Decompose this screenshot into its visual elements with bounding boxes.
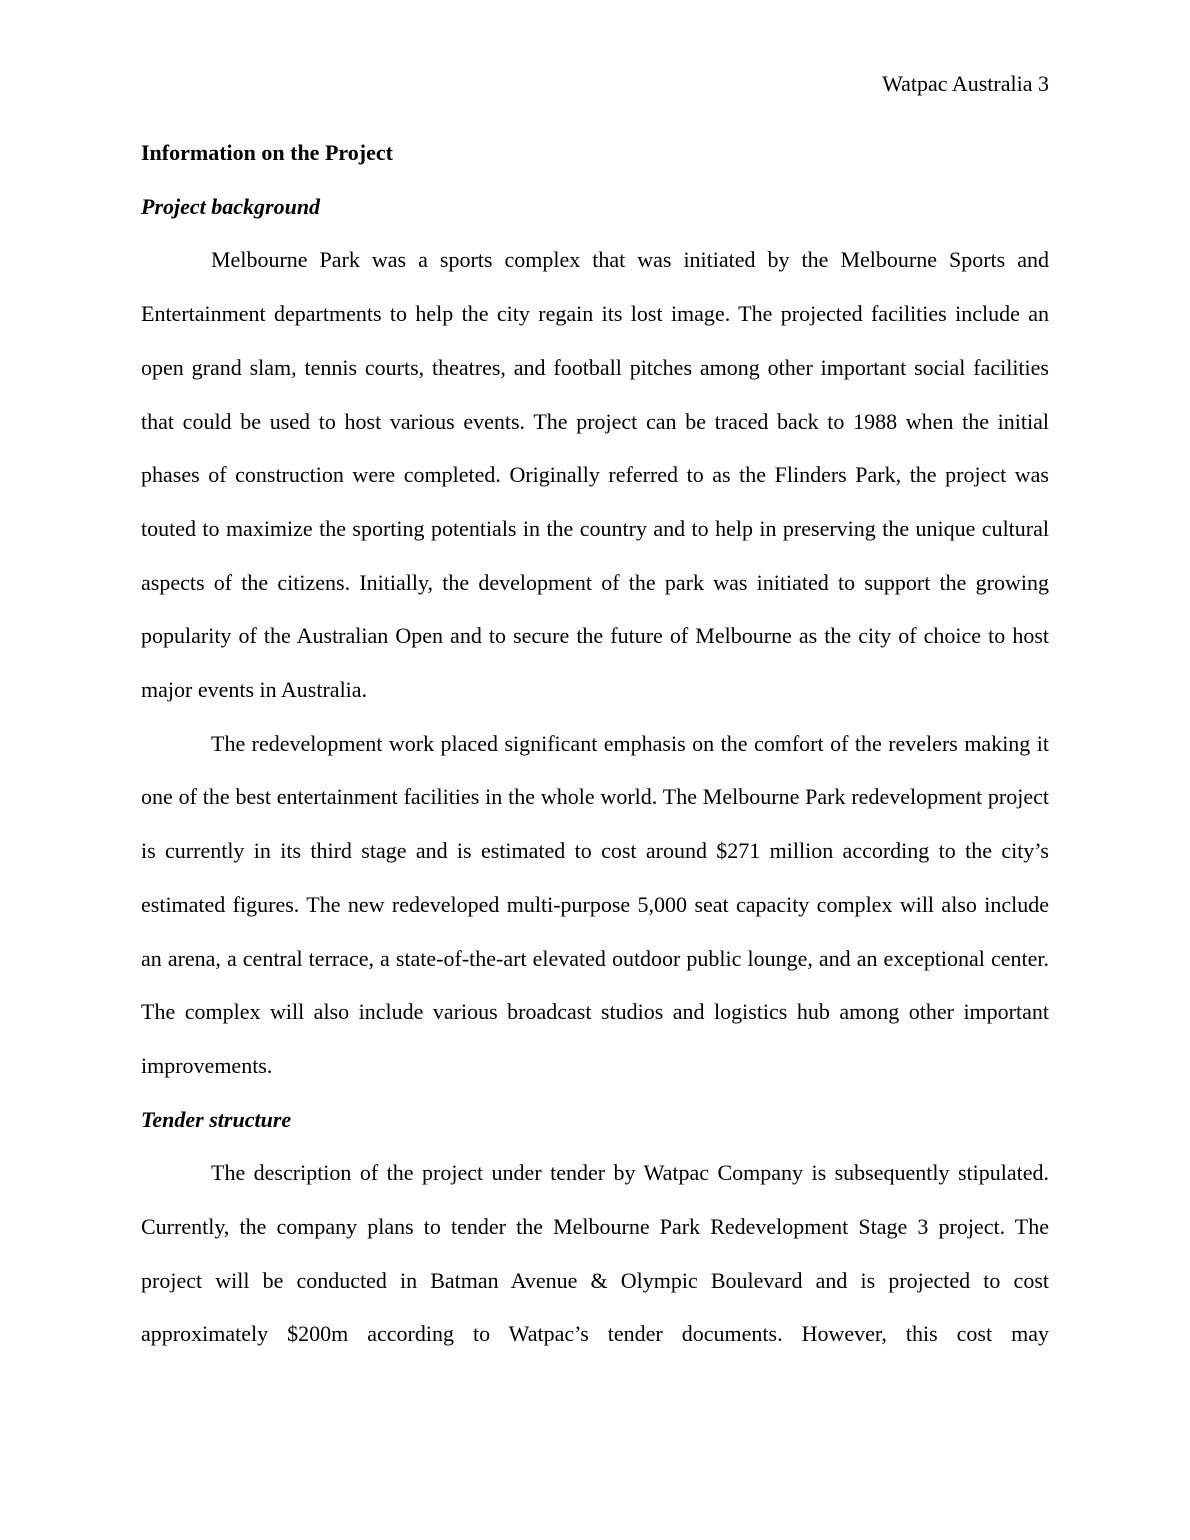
document-body [141, 126, 1049, 1361]
subsection-heading-project-background: Project background [141, 193, 321, 219]
paragraph-project-background-2: The redevelopment work placed significant emphasis on the comfort of the revelers making it one of the best entertainment facilities in the whole world. The Melbourne Park redevelopment project is currently in its third stage and is estimated to cost around $271 million according to the city’s estimated figures. The new redeveloped multi-purpose 5,000 seat capacity complex will also include an arena, a central terrace, a state-of-the-art elevated outdoor public lounge, and an exceptional center. The complex will also include various broadcast studios and logistics hub among other important improvements. [141, 730, 1049, 1078]
running-head: Watpac Australia 3 [882, 71, 1049, 96]
subsection-heading-tender-structure: Tender structure [141, 1106, 292, 1132]
paragraph-project-background-1: Melbourne Park was a sports complex that was initiated by the Melbourne Sports and Entertainment departments to help the city regain its lost image. The projected facilities include an open grand slam, tennis courts, theatres, and football pitches among other important social facilities that could be used to host various events. The project can be traced back to 1988 when the initial phases of construction were completed. Originally referred to as the Flinders Park, the project was touted to maximize the sporting potentials in the country and to help in preserving the unique cultural aspects of the citizens. Initially, the development of the park was initiated to support the growing popularity of the Australian Open and to secure the future of Melbourne as the city of choice to host major events in Australia. [141, 247, 1049, 703]
section-heading: Information on the Project [141, 140, 393, 165]
paragraph-tender-structure-1: The description of the project under tender by Watpac Company is subsequently stipulated. Currently, the company plans to tender the Melbourne Park Redevelopment Stage 3 project. The project will be conducted in Batman Avenue & Olympic Boulevard and is projected to cost approximately $200m according to Watpac’s tender documents. However, this cost may [141, 1160, 1049, 1347]
